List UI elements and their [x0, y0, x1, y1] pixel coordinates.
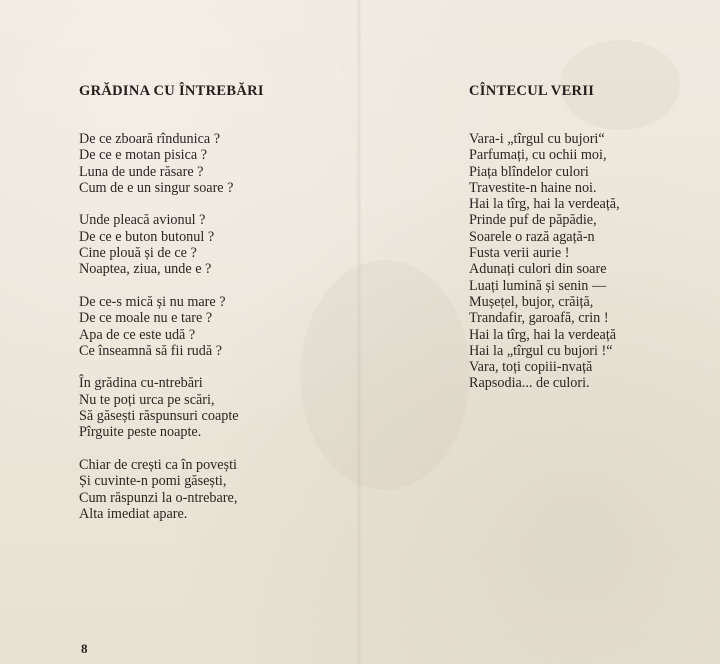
- right-poem-body: [469, 131, 620, 392]
- poem-line: Nu te poți urca pe scări,: [79, 391, 215, 408]
- poem-line: Parfumați, cu ochii moi,: [469, 147, 607, 164]
- poem-line: Și cuvinte-n pomi găsești,: [79, 473, 227, 490]
- poem-line: De ce moale nu e tare ?: [79, 310, 213, 327]
- poem-line: Pîrguite peste noapte.: [79, 424, 202, 441]
- poem-line: Mușețel, bujor, crăiță,: [469, 293, 594, 310]
- bleed-through-shadow: [300, 260, 470, 490]
- poem-stanza: [79, 375, 239, 440]
- poem-line: De ce zboară rîndunica ?: [79, 131, 221, 147]
- poem-line: Apa de ce este udă ?: [79, 326, 196, 343]
- left-poem-title: GRĂDINA CU ÎNTREBĂRI: [79, 83, 264, 99]
- page-fold: [356, 0, 362, 664]
- poem-line: Fusta verii aurie !: [469, 245, 570, 262]
- poem-line: De ce-s mică și nu mare ?: [79, 293, 226, 310]
- poem-line: Ce înseamnă să fii rudă ?: [79, 342, 223, 359]
- poem-stanza: [79, 294, 239, 359]
- poem-line: Să găsești răspunsuri coapte: [79, 408, 239, 425]
- poem-line: Hai la tîrg, hai la verdeață,: [469, 196, 620, 213]
- poem-line: Prinde puf de păpădie,: [469, 212, 597, 229]
- poem-line: De ce e buton butonul ?: [79, 228, 215, 245]
- right-poem-title: CÎNTECUL VERII: [469, 83, 595, 99]
- poem-line: Alta imediat apare.: [79, 505, 188, 522]
- poem-line: De ce e motan pisica ?: [79, 147, 208, 164]
- poem-stanza: [79, 212, 239, 277]
- poem-line: Noaptea, ziua, unde e ?: [79, 261, 212, 278]
- poem-line: Rapsodia... de culori.: [469, 375, 590, 392]
- poem-line: Luați lumină și senin —: [469, 277, 607, 294]
- poem-line: Cum răspunzi la o-ntrebare,: [79, 489, 238, 506]
- poem-line: Adunați culori din soare: [469, 261, 607, 278]
- poem-line: Cum de e un singur soare ?: [79, 179, 234, 196]
- poem-line: Soarele o rază agață-n: [469, 228, 595, 245]
- poem-stanza: [79, 131, 239, 196]
- poem-stanza: [469, 131, 620, 392]
- poem-line: Travestite-n haine noi.: [469, 179, 597, 196]
- poem-line: Cine plouă și de ce ?: [79, 245, 197, 262]
- poem-line: Luna de unde răsare ?: [79, 163, 204, 180]
- poem-line: În grădina cu-ntrebări: [79, 375, 203, 392]
- poem-line: Vara, toți copiii-nvață: [469, 359, 593, 376]
- poem-line: Hai la „tîrgul cu bujori !“: [469, 342, 613, 359]
- poem-line: Chiar de crești ca în povești: [79, 456, 237, 473]
- poem-stanza: [79, 457, 239, 522]
- poem-line: Hai la tîrg, hai la verdeață: [469, 326, 617, 343]
- poem-line: Piața blîndelor culori: [469, 163, 589, 180]
- poem-line: Trandafir, garoafă, crin !: [469, 310, 609, 327]
- poem-line: Unde pleacă avionul ?: [79, 212, 206, 229]
- poem-line: Vara-i „tîrgul cu bujori“: [469, 131, 605, 147]
- left-poem-body: [79, 131, 239, 522]
- page-number: 8: [81, 641, 88, 656]
